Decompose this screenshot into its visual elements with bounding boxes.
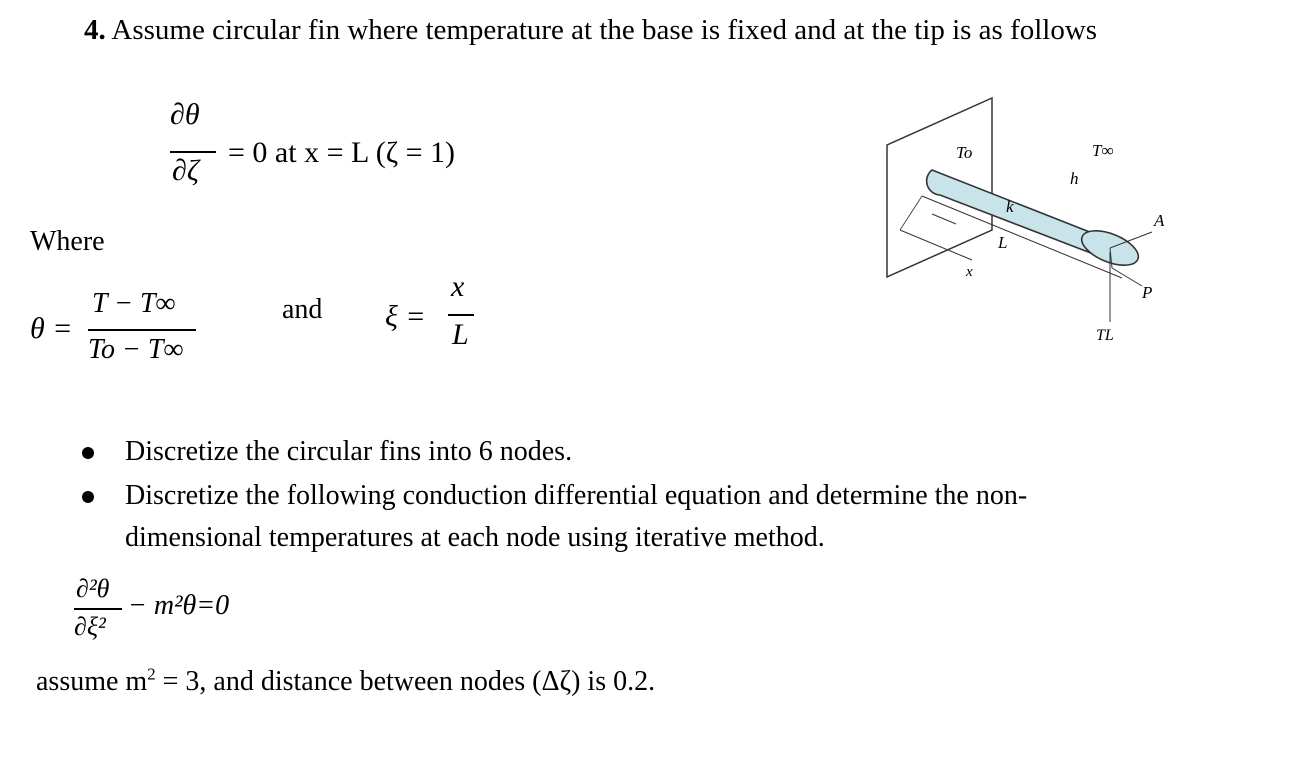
assumption-suffix: = 3, and distance between nodes (Δζ) is 0.2.	[155, 666, 656, 697]
question-heading	[84, 14, 1097, 47]
xi-denominator: L	[452, 318, 469, 351]
ode-fraction-bar	[74, 608, 122, 610]
bullet-text-2-continued: dimensional temperatures at each node using iterative method.	[125, 522, 825, 553]
assumption-line	[36, 666, 655, 698]
length-label: L	[998, 233, 1008, 252]
bc-rhs: = 0 at x = L (ζ = 1)	[228, 136, 456, 169]
xi-lhs: ξ =	[385, 300, 426, 333]
ode-denominator: ∂ξ²	[74, 612, 106, 641]
bc-fraction-bar	[170, 151, 216, 153]
bc-denominator: ∂ζ	[172, 154, 199, 187]
ode-numerator: ∂²θ	[76, 574, 110, 603]
ode-rest: − m²θ=0	[128, 590, 230, 621]
perimeter-leader-end	[1112, 268, 1142, 286]
circular-fin-diagram	[860, 90, 1180, 380]
ambient-temp-label: T∞	[1092, 141, 1114, 160]
theta-denominator: To − T∞	[88, 334, 184, 365]
area-label: A	[1154, 211, 1165, 230]
bullet-marker-2	[82, 491, 94, 503]
assumption-exponent: 2	[147, 664, 156, 684]
h-label: h	[1070, 169, 1079, 188]
bc-numerator: ∂θ	[170, 98, 200, 131]
question-number: 4.	[84, 14, 106, 46]
theta-lhs: θ =	[30, 312, 73, 345]
theta-numerator: T − T∞	[92, 288, 176, 319]
theta-fraction-bar	[88, 329, 196, 331]
xi-fraction-bar	[448, 314, 474, 316]
and-label: and	[282, 294, 323, 325]
assumption-prefix: assume m	[36, 666, 148, 697]
x-label: x	[966, 264, 973, 280]
bullet-text-1: Discretize the circular fins into 6 nodes.	[125, 436, 573, 467]
where-label: Where	[30, 226, 105, 257]
k-label: k	[1006, 197, 1014, 216]
perimeter-label: P	[1142, 283, 1153, 302]
bullet-marker-1	[82, 447, 94, 459]
bullet-text-2: Discretize the following conduction differential equation and determine the non-	[125, 480, 1028, 511]
base-temp-label: To	[956, 143, 973, 162]
tip-temp-label: TL	[1096, 327, 1114, 344]
xi-numerator: x	[451, 270, 465, 303]
question-text: Assume circular fin where temperature at the base is fixed and at the tip is as follows	[111, 14, 1098, 46]
